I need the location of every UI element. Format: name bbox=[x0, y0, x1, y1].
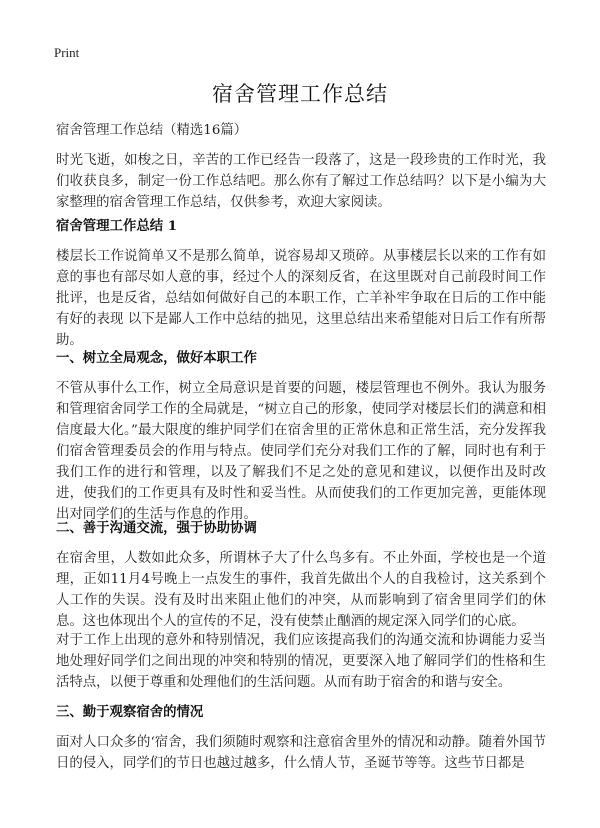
point2-paragraph-2: 对于工作上出现的意外和特别情况，我们应该提高我们的沟通交流和协调能力妥当地处理好同学们之间出现的冲突和特别的情况，更要深入地了解同学们的性格和生活特点，以便于尊重和处理他们的生活问题。从而有助于宿舍的和谐与安全。 bbox=[56, 633, 546, 690]
document-title: 宿舍管理工作总结 bbox=[212, 82, 388, 106]
section-heading-1: 宿舍管理工作总结 1 bbox=[56, 218, 178, 234]
intro-paragraph: 时光飞逝，如梭之日，辛苦的工作已经告一段落了，这是一段珍贵的工作时光，我们收获良多，制定一份工作总结吧。那么你有了解过工作总结吗？以下是小编为大家整理的宿舍管理工作总结，仅供参考，欢迎大家阅读。 bbox=[56, 153, 546, 210]
point2-paragraph-1: 在宿舍里，人数如此众多，所谓林子大了什么鸟多有。不止外面，学校也是一个道理，正如11月4号晚上一点发生的事件，我首先做出个人的自我检讨，这关系到个人工作的失误。没有及时出来阻止他们的冲突，从而影响到了宿舍里同学们的休息。这也体现出个人的宣传的不足，没有使禁止酗酒的规定深入同学们的心底。 bbox=[56, 551, 546, 629]
point1-heading: 一、树立全局观念，做好本职工作 bbox=[56, 350, 257, 366]
point1-paragraph: 不管从事什么工作，树立全局意识是首要的问题，楼层管理也不例外。我认为服务和管理宿舍同学工作的全局就是，“树立自己的形象，使同学对楼层长们的满意和相信度最大化。”最大限度的维护同学们在宿舍里的正常休息和正常生活，充分发挥我们宿舍管理委员会的作用与特点。使同学们充分对我们工作的了解，同时也有利于我们工作的进行和管理，以及了解我们不足之处的意见和建议，以便作出及时改进，使我们的工作更具有及时性和妥当性。从而使我们的工作更加完善，更能体现出对同学们的生活与作息的作用。 bbox=[56, 381, 546, 522]
point3-heading: 三、勤于观察宿舍的情况 bbox=[56, 704, 204, 720]
point2-heading: 二、善于沟通交流，强于协助协调 bbox=[56, 520, 257, 536]
print-label[interactable]: Print bbox=[54, 45, 80, 60]
document-subtitle: 宿舍管理工作总结（精选16篇） bbox=[56, 123, 248, 138]
point3-paragraph: 面对人口众多的‘宿舍，我们须随时观察和注意宿舍里外的情况和动静。随着外国节日的侵入，同学们的节日也越过越多，什么情人节，圣诞节等等。这些节日都是 bbox=[56, 735, 546, 771]
section1-paragraph: 楼层长工作说简单又不是那么简单，说容易却又琐碎。从事楼层长以来的工作有如意的事也有部尽如人意的事，经过个人的深刻反省，在这里既对自己前段时间工作批评，也是反省，总结如何做好自己的本职工作，亡羊补牢争取在日后的工作中能有好的表现 以下是鄙人工作中总结的拙见，这里总结出来希望能对日后工作有所帮助。 bbox=[56, 249, 546, 348]
